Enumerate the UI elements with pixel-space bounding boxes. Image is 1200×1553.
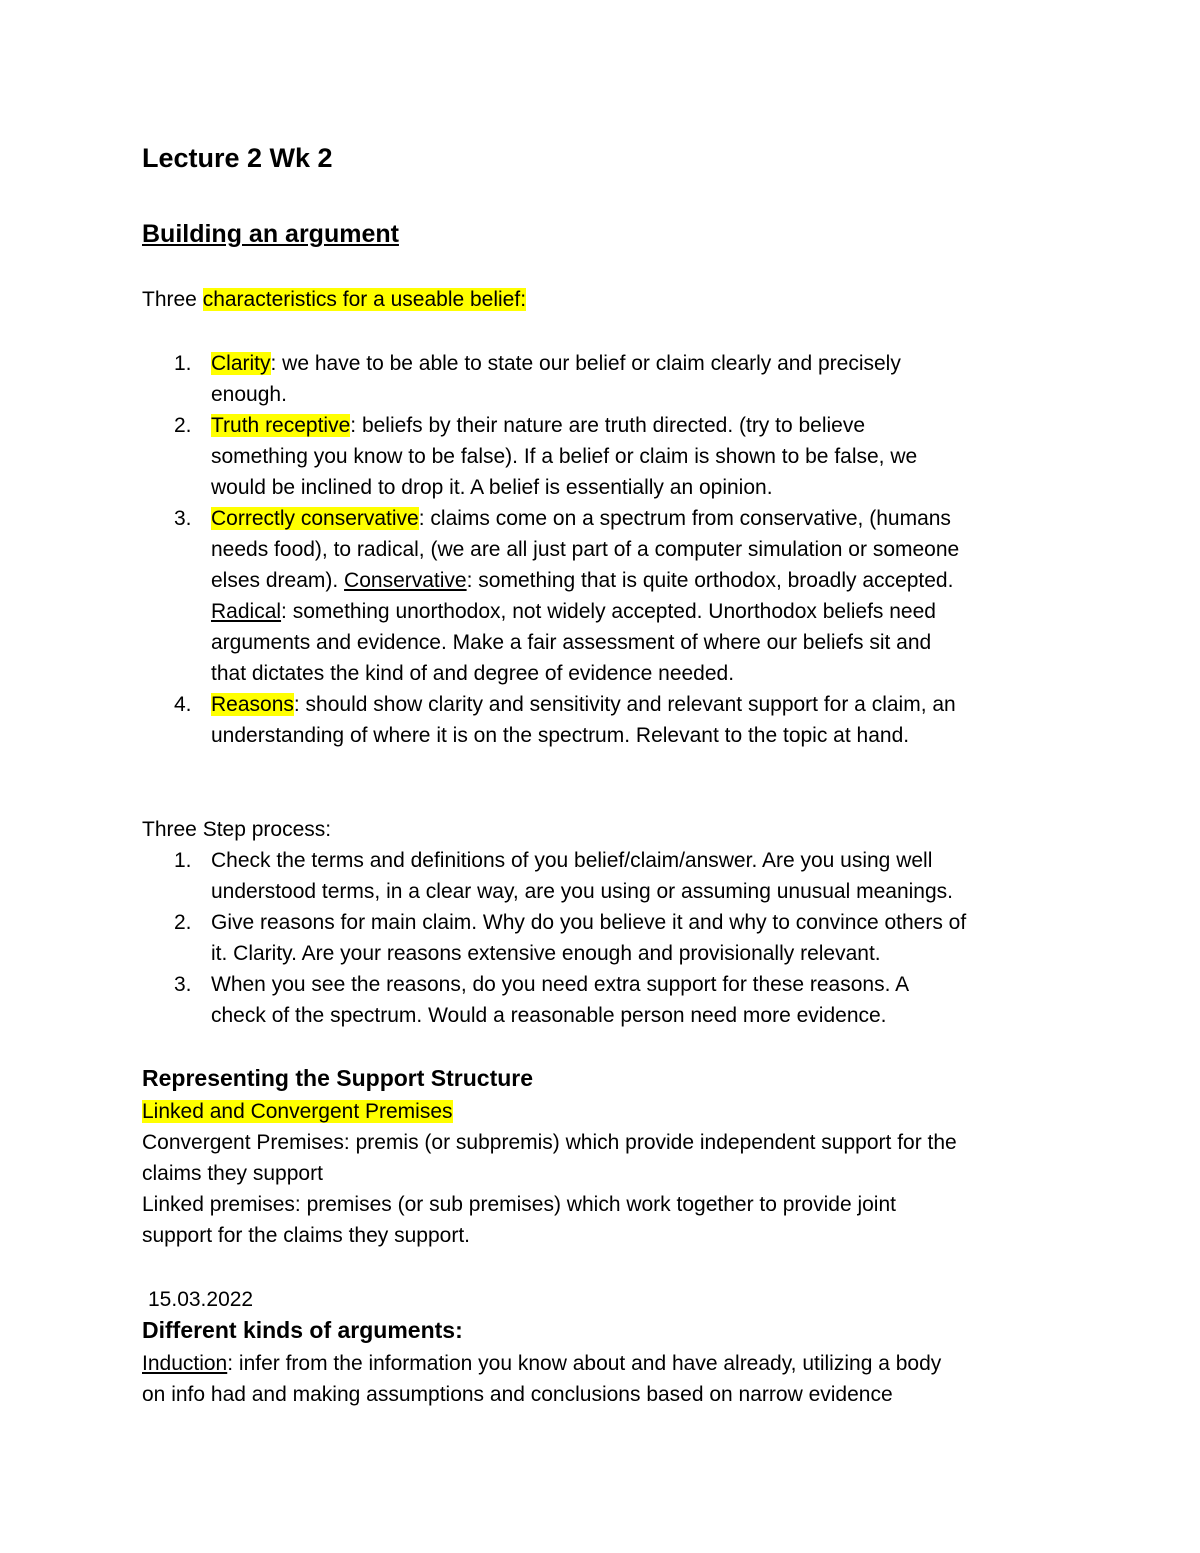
item-text: When you see the reasons, do you need extra support for these reasons. A	[211, 973, 910, 996]
induction-definition	[142, 1348, 941, 1410]
list-number: 2.	[174, 911, 192, 934]
paragraph-line: support for the claims they support.	[142, 1224, 470, 1247]
item-text: : something unorthodox, not widely accepted. Unorthodox beliefs need	[281, 600, 936, 623]
term-highlight: Reasons	[211, 693, 294, 716]
intro-prefix: Three	[142, 288, 203, 311]
characteristic-reasons	[211, 689, 1071, 751]
steps-intro: Three Step process:	[142, 818, 332, 841]
item-text: arguments and evidence. Make a fair assessment of where our beliefs sit and	[211, 631, 932, 654]
paragraph-line: Convergent Premises: premis (or subpremis) which provide independent support for the	[142, 1131, 957, 1154]
linked-convergent-label	[142, 1096, 453, 1127]
term-highlight: Correctly conservative	[211, 507, 419, 530]
item-text: Check the terms and definitions of you belief/claim/answer. Are you using well	[211, 849, 933, 872]
heading-support-structure: Representing the Support Structure	[142, 1065, 534, 1091]
step-1	[211, 845, 1071, 907]
list-number: 3.	[174, 973, 192, 996]
characteristic-clarity	[211, 348, 1071, 410]
term-highlight: Truth receptive	[211, 414, 351, 437]
step-2	[211, 907, 1071, 969]
highlight-text: Linked and Convergent Premises	[142, 1100, 453, 1123]
term-conservative: Conservative	[344, 569, 467, 592]
item-text: something you know to be false). If a belief or claim is shown to be false, we	[211, 445, 918, 468]
intro-highlight: characteristics for a useable belief:	[202, 288, 527, 311]
convergent-premises	[142, 1127, 957, 1189]
term-highlight: Clarity	[211, 352, 271, 375]
list-number: 3.	[174, 507, 192, 530]
item-text: enough.	[211, 383, 287, 406]
term-induction: Induction	[142, 1352, 228, 1375]
item-text: : beliefs by their nature are truth directed. (try to believe	[350, 414, 866, 437]
item-text: understanding of where it is on the spectrum. Relevant to the topic at hand.	[211, 724, 910, 747]
item-text: elses dream).	[211, 569, 345, 592]
item-text: : claims come on a spectrum from conservative, (humans	[418, 507, 951, 530]
item-text: needs food), to radical, (we are all just part of a computer simulation or someone	[211, 538, 960, 561]
term-radical: Radical	[211, 600, 282, 623]
characteristic-truth-receptive	[211, 410, 1071, 503]
item-text: that dictates the kind of and degree of evidence needed.	[211, 662, 735, 685]
item-text: Give reasons for main claim. Why do you believe it and why to convince others of	[211, 911, 967, 934]
characteristic-correctly-conservative	[211, 503, 1071, 689]
linked-premises	[142, 1189, 896, 1251]
list-number: 1.	[174, 849, 192, 872]
paragraph-line: on info had and making assumptions and conclusions based on narrow evidence	[142, 1383, 893, 1406]
item-text: : we have to be able to state our belief or claim clearly and precisely	[270, 352, 901, 375]
heading-building-argument: Building an argument	[142, 220, 399, 248]
list-number: 2.	[174, 414, 192, 437]
item-text: would be inclined to drop it. A belief is essentially an opinion.	[211, 476, 773, 499]
paragraph-line: Linked premises: premises (or sub premises) which work together to provide joint	[142, 1193, 896, 1216]
list-number: 1.	[174, 352, 192, 375]
characteristics-intro	[142, 284, 526, 315]
item-text: it. Clarity. Are your reasons extensive enough and provisionally relevant.	[211, 942, 881, 965]
date-label: 15.03.2022	[148, 1288, 254, 1311]
item-text: : should show clarity and sensitivity and relevant support for a claim, an	[293, 693, 956, 716]
item-text: : something that is quite orthodox, broadly accepted.	[466, 569, 954, 592]
step-3	[211, 969, 1071, 1031]
paragraph-line: : infer from the information you know about and have already, utilizing a body	[227, 1352, 942, 1375]
item-text: check of the spectrum. Would a reasonable person need more evidence.	[211, 1004, 887, 1027]
list-number: 4.	[174, 693, 192, 716]
paragraph-line: claims they support	[142, 1162, 323, 1185]
item-text: understood terms, in a clear way, are you using or assuming unusual meanings.	[211, 880, 954, 903]
page-title: Lecture 2 Wk 2	[142, 143, 333, 173]
heading-different-kinds: Different kinds of arguments:	[142, 1317, 463, 1343]
